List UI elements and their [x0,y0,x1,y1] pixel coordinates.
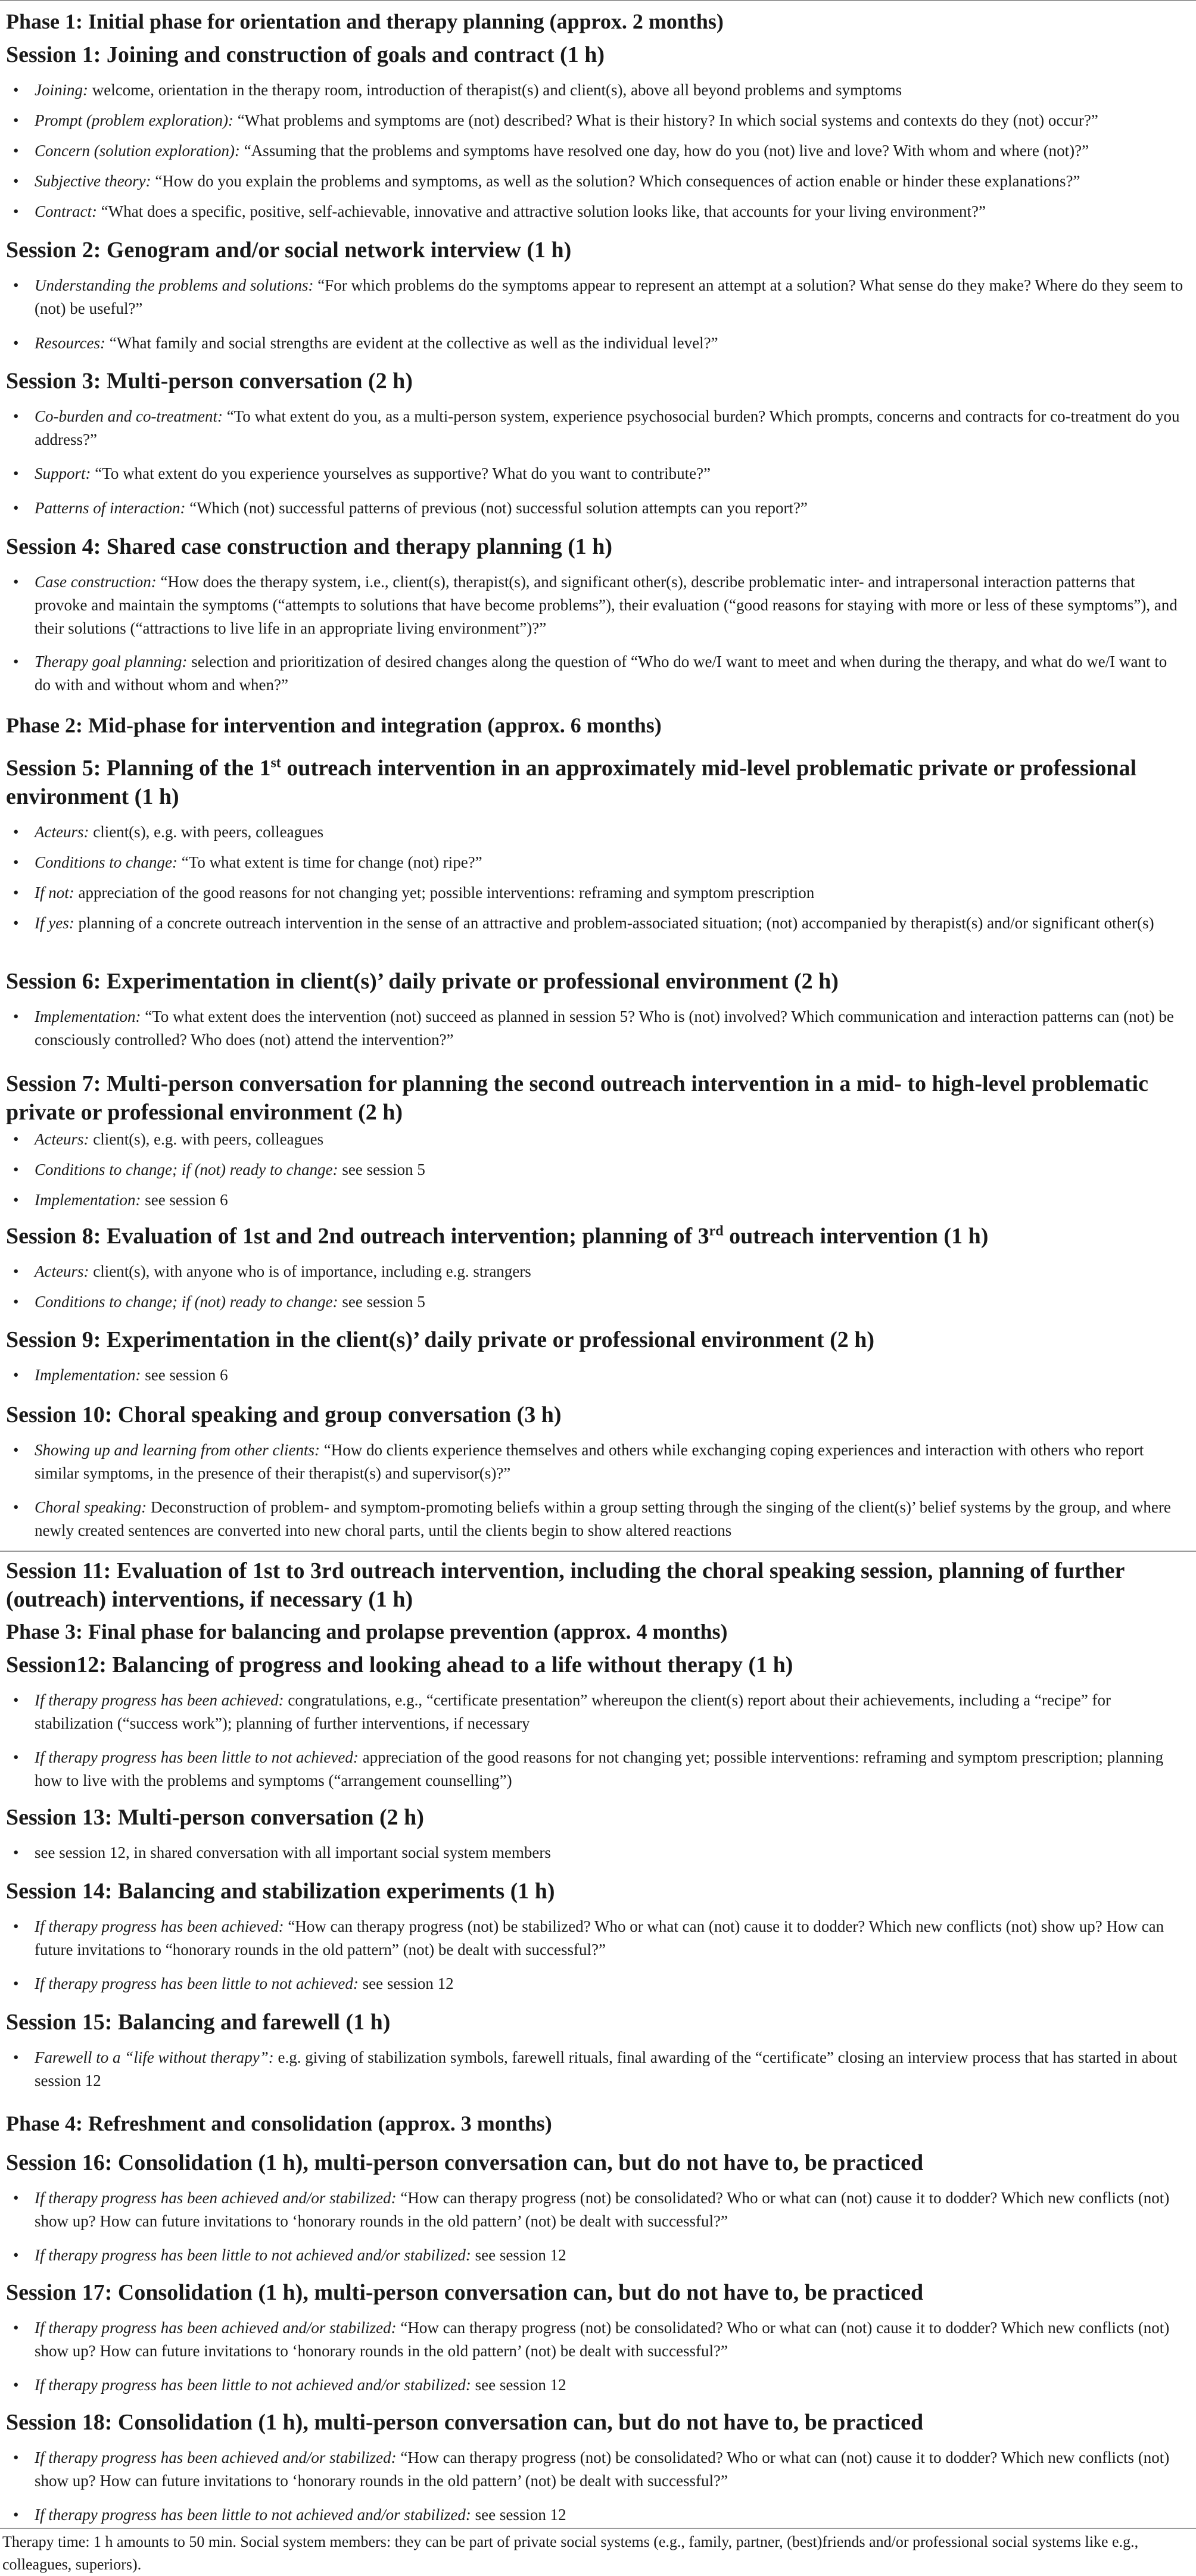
session-8-bullet-1 [35,1260,1184,1283]
bullet-text: see session 6 [141,1191,228,1209]
bullet-text: see session 12 [471,2376,566,2394]
bullet-text: “To what extent do you experience yourselves as supportive? What do you want to contribute?” [91,464,711,482]
bullet-label: Therapy goal planning: [35,653,188,670]
bullet-text: see session 12 [358,1975,454,1992]
session-4-bullet-2 [35,650,1184,697]
bullet-text: see session 12 [471,2506,566,2524]
bullet-text: see session 12 [471,2246,566,2264]
bullet-label: If therapy progress has been little to not achieved: [35,1975,359,1992]
bullet-text: “To what extent do you, as a multi-person system, experience psychosocial burden? Which prompts, concerns and contracts for co-treatment do you address?” [35,407,1180,448]
bullet-label: If therapy progress has been little to not achieved: [35,1748,359,1766]
session-14-heading: Session 14: Balancing and stabilization experiments (1 h) [6,1879,555,1904]
bullet-text: “What family and social strengths are evident at the collective as well as the individual level?” [105,334,718,352]
bullet-label: Co-burden and co-treatment: [35,407,223,425]
session-3-bullet-1 [35,405,1184,451]
session-12-heading: Session12: Balancing of progress and looking ahead to a life without therapy (1 h) [6,1652,793,1677]
bullet-label: Conditions to change; if (not) ready to change: [35,1161,338,1178]
session-1-bullet-3 [35,139,1184,163]
session-18-bullet-1 [35,2446,1184,2493]
session-3-bullet-2 [35,462,1184,485]
bullet-text: “How can therapy progress (not) be consolidated? Who or what can (not) cause it to dodder? Which new conflicts (not) show up? How can future invitations to ‘honorary rounds in the old pattern’ (not) be dealt with successful?” [35,2189,1170,2230]
bullet-label: Conditions to change; if (not) ready to change: [35,1293,338,1311]
session-8-title-ordinal: rd [709,1223,724,1239]
session-3-heading: Session 3: Multi-person conversation (2 h) [6,369,413,394]
bullet-label: Farewell to a “life without therapy”: [35,2048,274,2066]
session-2-heading: Session 2: Genogram and/or social network interview (1 h) [6,238,572,263]
session-10-bullet-1 [35,1439,1184,1485]
bullet-label: Resources: [35,334,105,352]
session-8-bullet-2 [35,1290,1184,1314]
bullet-text: “How do clients experience themselves and others while exchanging coping experiences and interaction with others who report similar symptoms, in the presence of their therapist(s) and supervisor(s)?” [35,1441,1144,1482]
bullet-text: client(s), e.g. with peers, colleagues [89,1130,324,1148]
bullet-label: Acteurs: [35,823,89,841]
session-12-bullet-1 [35,1689,1184,1735]
session-1-bullet-5 [35,200,1184,223]
session-12-bullet-2 [35,1746,1184,1792]
session-5-title-end: outreach intervention in an approximately mid-level problematic private or professional environment (1 h) [6,756,1137,809]
session-5-title-ordinal: st [270,755,281,771]
phase-3-heading: Phase 3: Final phase for balancing and prolapse prevention (approx. 4 months) [6,1620,728,1643]
bullet-label: Implementation: [35,1008,141,1025]
bullet-text: Deconstruction of problem- and symptom-promoting beliefs within a group setting through the singing of the client(s)’ belief systems by the group, and where newly created sentences are converted into new choral parts, until the clients begin to show altered reactions [35,1498,1171,1539]
bullet-text: “For which problems do the symptoms appear to represent an attempt at a solution? What sense do they make? Where do they seem to (not) be useful?” [35,276,1183,317]
session-7-bullet-2 [35,1158,1184,1181]
bullet-label: Joining: [35,81,88,99]
session-6-bullet-1 [35,1005,1184,1052]
session-7-heading: Session 7: Multi-person conversation for planning the second outreach intervention in a mid- to high-level problematic private or professional environment (2 h) [6,1071,1148,1125]
bullet-text: congratulations, e.g., “certificate presentation” whereupon the client(s) report about their achievements, including a “recipe” for stabilization (“success work”); planning of further interventions, if necessary [35,1691,1111,1732]
session-3-bullet-3 [35,497,1184,520]
phase-2-heading: Phase 2: Mid-phase for intervention and integration (approx. 6 months) [6,713,662,737]
bullet-text: client(s), e.g. with peers, colleagues [89,823,324,841]
bullet-text: “To what extent does the intervention (not) succeed as planned in session 5? Who is (not) involved? Which communication and interaction patterns can (not) be consciously controlled? Who does (not) attend the intervention?” [35,1008,1174,1049]
session-17-bullet-1 [35,2316,1184,2363]
bullet-label: Acteurs: [35,1262,89,1280]
session-8-title-end: outreach intervention (1 h) [723,1224,989,1249]
table-footnote: Therapy time: 1 h amounts to 50 min. Social system members: they can be part of private social systems (e.g., family, partner, (best)friends and/or professional social systems like e.g., colleagues, superiors). [2,2533,1139,2573]
bullet-text: planning of a concrete outreach intervention in the sense of an attractive and problem-associated situation; (not) accompanied by therapist(s) and/or significant other(s) [74,914,1154,932]
bullet-text: “Which (not) successful patterns of previous (not) successful solution attempts can you report?” [185,499,808,517]
session-4-heading: Session 4: Shared case construction and therapy planning (1 h) [6,534,613,559]
session-2-bullet-1 [35,274,1184,320]
session-1-heading: Session 1: Joining and construction of goals and contract (1 h) [6,42,605,67]
bullet-label: If therapy progress has been little to not achieved and/or stabilized: [35,2376,471,2394]
bullet-label: If therapy progress has been little to not achieved and/or stabilized: [35,2246,471,2264]
bullet-label: Concern (solution exploration): [35,142,240,160]
session-5-title-start: Session 5: Planning of the 1 [6,756,271,781]
session-18-bullet-2 [35,2503,1184,2527]
bullet-label: If therapy progress has been little to not achieved and/or stabilized: [35,2506,471,2524]
session-5-bullet-4 [35,912,1184,935]
bullet-label: Implementation: [35,1366,141,1384]
phase-4-heading: Phase 4: Refreshment and consolidation (approx. 3 months) [6,2112,552,2135]
bullet-text: “How does the therapy system, i.e., client(s), therapist(s), and significant other(s), describe problematic inter- and intrapersonal interaction patterns that provoke and maintain the symptoms (“attempts to solutions that have become problems”), their evaluation (“good reasons for staying with more or less of these symptoms”), and their solutions (“attractions to live life in an appropriate living environment”)?” [35,573,1178,637]
bullet-text: appreciation of the good reasons for not changing yet; possible interventions: reframing and symptom prescription [74,884,815,902]
session-10-bullet-2 [35,1496,1184,1542]
bullet-label: Support: [35,464,91,482]
session-7-bullet-3 [35,1189,1184,1212]
bullet-text: welcome, orientation in the therapy room, introduction of therapist(s) and client(s), above all beyond problems and symptoms [88,81,902,99]
bullet-label: If not: [35,884,74,902]
bullet-text: client(s), with anyone who is of importance, including e.g. strangers [89,1262,531,1280]
bullet-label: Understanding the problems and solutions: [35,276,314,294]
bullet-label: If therapy progress has been achieved and/or stabilized: [35,2189,397,2207]
bullet-label: Patterns of interaction: [35,499,186,517]
session-1-bullet-1 [35,79,1184,102]
bullet-label: If yes: [35,914,74,932]
bullet-label: Prompt (problem exploration): [35,111,233,129]
bullet-label: If therapy progress has been achieved and/or stabilized: [35,2319,397,2337]
session-13-heading: Session 13: Multi-person conversation (2 h) [6,1805,424,1830]
bullet-label: Acteurs: [35,1130,89,1148]
session-18-heading: Session 18: Consolidation (1 h), multi-person conversation can, but do not have to, be practiced [6,2410,924,2435]
bullet-label: If therapy progress has been achieved: [35,1917,284,1935]
session-16-heading: Session 16: Consolidation (1 h), multi-person conversation can, but do not have to, be practiced [6,2150,924,2175]
bullet-text: “How can therapy progress (not) be stabilized? Who or what can (not) cause it to dodder? Which new conflicts (not) show up? How can future invitations to “honorary rounds in the old pattern” (not) be dealt with successful?” [35,1917,1164,1958]
session-9-heading: Session 9: Experimentation in the client(s)’ daily private or professional environment (2 h) [6,1327,875,1352]
session-17-heading: Session 17: Consolidation (1 h), multi-person conversation can, but do not have to, be practiced [6,2280,924,2305]
table-top-rule [0,0,1196,1]
bullet-text: see session 12, in shared conversation with all important social system members [35,1844,551,1861]
session-13-bullet-1 [35,1841,1184,1864]
bullet-text: “Assuming that the problems and symptoms have resolved one day, how do you (not) live and love? With whom and where (not)?” [239,142,1089,160]
session-10-heading: Session 10: Choral speaking and group conversation (3 h) [6,1402,562,1427]
session-6-heading: Session 6: Experimentation in client(s)’ daily private or professional environment (2 h) [6,969,839,994]
bullet-text: “To what extent is time for change (not) ripe?” [177,853,482,871]
bullet-text: see session 5 [338,1293,425,1311]
bullet-text: “How can therapy progress (not) be consolidated? Who or what can (not) cause it to dodder? Which new conflicts (not) show up? How can future invitations to ‘honorary rounds in the old pattern’ (not) be dealt with successful?” [35,2319,1170,2360]
session-5-bullet-3 [35,881,1184,905]
session-5-heading [6,754,1185,811]
session-1-bullet-4 [35,170,1184,193]
bullet-text: see session 6 [141,1366,228,1384]
session-17-bullet-2 [35,2374,1184,2397]
bullet-label: Showing up and learning from other clients: [35,1441,320,1459]
session-16-bullet-1 [35,2187,1184,2233]
bullet-text: appreciation of the good reasons for not changing yet; possible interventions: reframing and symptom prescription; planning how to live with the problems and symptoms (“arrangement counselling”) [35,1748,1164,1789]
bullet-text: see session 5 [338,1161,425,1178]
session-8-title-start: Session 8: Evaluation of 1st and 2nd outreach intervention; planning of 3 [6,1224,709,1249]
session-15-bullet-1 [35,2046,1184,2092]
bullet-label: Case construction: [35,573,157,591]
bullet-label: If therapy progress has been achieved: [35,1691,284,1709]
bullet-label: Conditions to change: [35,853,177,871]
bullet-text: “What problems and symptoms are (not) described? What is their history? In which social systems and contexts do they (not) occur?” [233,111,1098,129]
session-1-bullet-2 [35,109,1184,132]
bullet-label: Implementation: [35,1191,141,1209]
bullet-text: “What does a specific, positive, self-achievable, innovative and attractive solution looks like, that accounts for your living environment?” [97,202,986,220]
session-16-bullet-2 [35,2244,1184,2267]
session-8-heading [6,1222,1185,1250]
session-15-heading: Session 15: Balancing and farewell (1 h) [6,2010,391,2035]
session-2-bullet-2 [35,332,1184,355]
bullet-text: selection and prioritization of desired changes along the question of “Who do we/I want to meet and when during the therapy, and what do we/I want to do with and without whom and when?” [35,653,1167,694]
session-11-heading: Session 11: Evaluation of 1st to 3rd outreach intervention, including the choral speaking session, planning of further (outreach) interventions, if necessary (1 h) [6,1558,1125,1612]
bullet-label: If therapy progress has been achieved and/or stabilized: [35,2449,397,2466]
session-7-bullet-1 [35,1128,1184,1151]
session-4-bullet-1 [35,570,1184,640]
bullet-label: Subjective theory: [35,172,151,190]
table-row-divider [0,1551,1196,1552]
bullet-text: “How do you explain the problems and symptoms, as well as the solution? Which consequences of action enable or hinder these explanations?” [151,172,1080,190]
bullet-label: Choral speaking: [35,1498,147,1516]
table-bottom-rule [0,2528,1196,2529]
bullet-text: “How can therapy progress (not) be consolidated? Who or what can (not) cause it to dodder? Which new conflicts (not) show up? How can future invitations to ‘honorary rounds in the old pattern’ (not) be dealt with successful?” [35,2449,1170,2490]
bullet-text: e.g. giving of stabilization symbols, farewell rituals, final awarding of the “certificate” closing an interview process that has started in about session 12 [35,2048,1178,2090]
session-14-bullet-1 [35,1915,1184,1961]
session-14-bullet-2 [35,1972,1184,1995]
session-5-bullet-1 [35,821,1184,844]
session-5-bullet-2 [35,851,1184,874]
phase-1-heading: Phase 1: Initial phase for orientation and therapy planning (approx. 2 months) [6,10,724,33]
bullet-label: Contract: [35,202,97,220]
session-9-bullet-1 [35,1364,1184,1387]
